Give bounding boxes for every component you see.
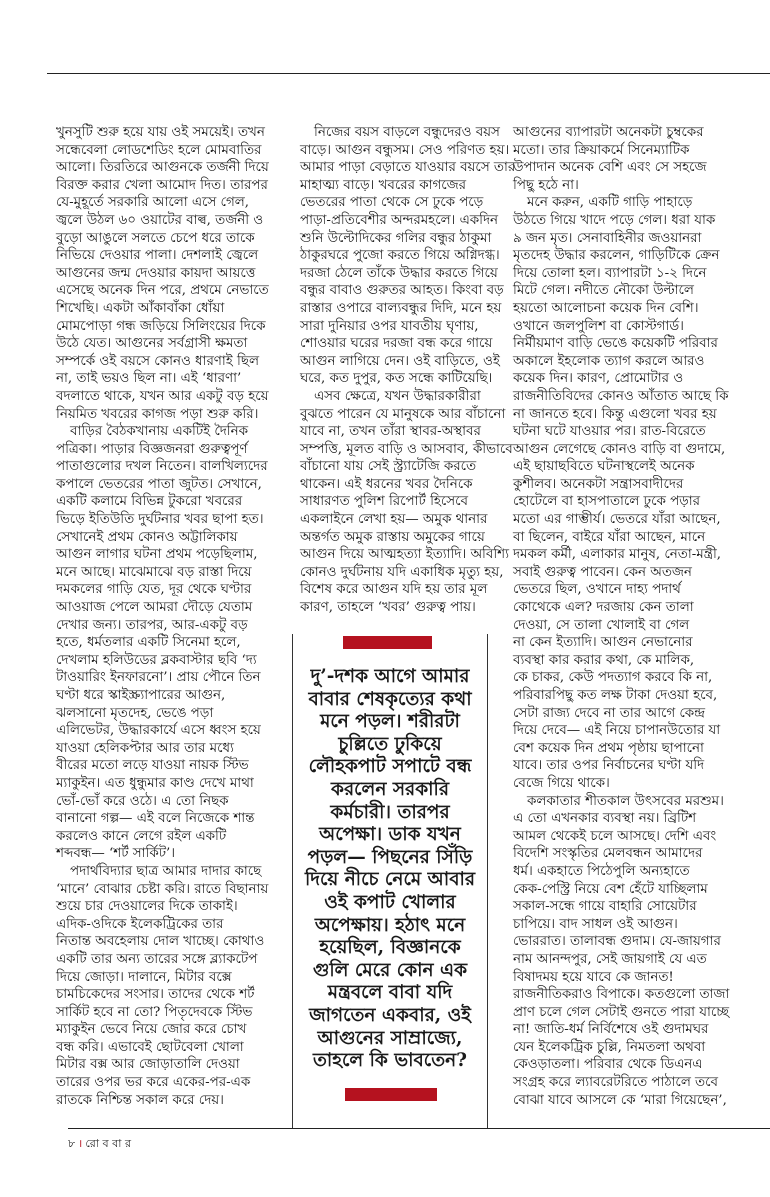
pull-quote-line: গুলি মেরে কোন এক [312, 959, 468, 981]
text-line: কেওড়াতলা। পরিবার থেকে ডিএনএ [513, 1057, 703, 1073]
pull-quote-line: দিয়ে নীচে নেমে আবার [304, 869, 476, 891]
text-line: বেশ কয়েক দিন প্রথম পৃষ্ঠায় ছাপানো [513, 740, 704, 756]
text-line: আমল থেকেই চলে আসছে। দেশি এবং [513, 828, 717, 844]
text-line: জ্বলে উঠল ৬০ ওয়াটের বাল্ব, তর্জনী ও [56, 212, 264, 228]
text-line: নির্মীয়মাণ বাড়ি ভেঙে কয়েকটি পরিবার [513, 336, 718, 352]
pull-quote-line: ওই কপাট খোলার [324, 891, 456, 913]
text-line: ব্যবস্থা কার করার কথা, কে মালিক, [513, 652, 695, 668]
text-line: সেটা রাজ্য দেবে না তার আগে কেন্দ্র [513, 705, 705, 721]
text-line: বুঝতে পারেন যে মানুষকে আর বাঁচানো [300, 406, 506, 422]
text-line: দেখার জন্য। তারপর, আর-একটু বড় [56, 617, 248, 633]
text-line: করলেও কানে লেগে রইল একটি [56, 828, 227, 844]
text-line: উপাদান অনেক বেশি এবং সে সহজে [513, 160, 707, 176]
text-line: আলো। তিরতিরে আগুনকে তর্জনী দিয়ে [56, 160, 269, 176]
text-line: দিয়ে তোলা হল। ব্যাপারটা ১-২ দিনে [513, 265, 707, 281]
text-line: কুশীলব। অনেকটা সন্ত্রাসবাদীদের [513, 476, 684, 492]
pull-quote-line: করলেন সরকারি [331, 778, 449, 800]
text-line: নাম আনন্দপুর, সেই জায়গাই যে এত [513, 951, 707, 967]
text-line: যাওয়া হেলিকপ্টার আর তার মধ্যে [56, 740, 234, 756]
text-line: না কেন ইত্যাদি। আগুন নেভানোর [513, 635, 693, 651]
pull-quote-line: দু’-দশক আগে আমার [310, 666, 470, 687]
text-line: শব্দবন্ধ— ‘শর্ট সার্কিট’। [56, 846, 176, 862]
pull-quote-line: চুল্লিতে ঢুকিয়ে [338, 733, 442, 755]
text-line: থাকেন। এই ধরনের খবর দৈনিকে [300, 476, 473, 492]
text-line: কে চাকর, কেউ পদত্যাগ করবে কি না, [513, 670, 713, 686]
text-line: দেখলাম হলিউডের ব্লকবাস্টার ছবি ‘দ্য [56, 652, 257, 668]
text-line: ঝলসানো মৃতদেহ, ভেঙে পড়া [56, 705, 214, 721]
footer-rule [68, 1128, 770, 1129]
text-line: মৃতদেহ উদ্ধার করলেন, গাড়িটিকে ক্রেন [513, 248, 720, 264]
text-line: পত্রিকা। পাড়ার বিজ্ঞজনরা গুরুত্বপূর্ণ [56, 441, 248, 457]
text-line: বানানো গল্প— এই বলে নিজেকে শান্ত [56, 811, 255, 827]
text-line: বিশেষ করে আগুন যদি হয় তার মূল [300, 582, 488, 598]
text-line: দমকল কর্মী, এলাকার মানুষ, নেতা-মন্ত্রী, [513, 547, 722, 563]
text-line: এ তো এখনকার ব্যবস্থা নয়। ব্রিটিশ [513, 811, 697, 827]
text-line: অন্তর্গত অমুক রাস্তায় অমুকের গায়ে [300, 529, 485, 545]
text-line: দিয়ে দেবে— এই নিয়ে চাপানউতোর যা [513, 723, 721, 739]
text-line: নিতান্ত অবহেলায় দোল খাচ্ছে। কোথাও [56, 934, 265, 950]
text-line: বুড়ো আঙুলে সলতে চেপে ধরে তাকে [56, 230, 255, 246]
pull-quote-left-border [292, 634, 293, 1129]
article-column-1 [56, 124, 280, 1109]
text-line: দেওয়া, সে তালা খোলাই বা গেল [513, 617, 690, 633]
footer-separator: । [78, 1137, 83, 1150]
text-line: না জানতে হবে। কিন্তু এগুলো খবর হয় [513, 406, 717, 422]
text-line: এসব ক্ষেত্রে, যখন উদ্ধারকারীরা [314, 388, 481, 404]
pull-quote-line: লৌহকপাট সপাটে বন্ধ [308, 756, 472, 778]
text-line: নিভিয়ে দেওয়ার পালা। দেশলাই জ্বেলে [56, 248, 259, 264]
text-line: একলাইনে লেখা হয়— অমুক থানার [300, 512, 488, 528]
text-line: বন্ধ করি। এভাবেই ছোটবেলা খোলা [56, 1039, 244, 1055]
text-line: মিটে গেল। নদীতে নৌকো উল্টালে [513, 283, 694, 299]
pull-quote-line: পড়ল— পিছনের সিঁড়ি [307, 846, 473, 868]
page-footer [68, 1135, 131, 1154]
text-line: যেন ইলেকট্রিক চুল্লি, নিমতলা অথবা [513, 1039, 706, 1055]
text-line: আমার পাড়া বেড়াতে যাওয়ার বয়সে তার [300, 160, 516, 176]
text-line: হতে, ধর্মতলার একটি সিনেমা হলে, [56, 635, 241, 651]
text-line: রাস্তার ওপারে বাল্যবন্ধুর দিদি, মনে হয় [300, 300, 502, 316]
text-line: খুনসুটি শুরু হয়ে যায় ওই সময়েই। তখন [56, 125, 265, 140]
header-rule [47, 73, 770, 74]
text-line: সাধারণত পুলিশ রিপোর্ট হিসেবে [300, 494, 468, 510]
text-line: কোনও দুর্ঘটনায় যদি একাধিক মৃত্যু হয়, [300, 564, 504, 580]
text-line: ভোররাত। তালাবন্ধ গুদাম। যে-জায়গার [513, 934, 721, 950]
text-line: সন্ধেবেলা লোডশেডিং হলে মোমবাতির [56, 142, 262, 158]
text-line: চামচিকেদের সংসার। তাদের থেকে শর্ট [56, 987, 255, 1003]
text-line: কয়েক দিন। কারণ, প্রোমোটার ও [513, 371, 684, 387]
text-line: যাবে না, তখন তাঁরা স্থাবর-অস্থাবর [300, 424, 481, 440]
text-line: ভোঁ-ভোঁ করে ওঠে। এ তো নিছক [56, 793, 229, 809]
text-line: পাড়া-প্রতিবেশীর অন্দরমহলে। একদিন [300, 212, 499, 228]
pull-quote-line: কর্মচারী। তারপর [330, 801, 450, 823]
text-line: বিদেশি সংস্কৃতির মেলবন্ধন আমাদের [513, 846, 703, 862]
pull-quote-line: মন্ত্রবলে বাবা যদি [327, 982, 453, 1004]
text-line: মতো এর গাম্ভীর্য। ভেতরে যাঁরা আছেন, [513, 512, 721, 528]
text-line: সবাই গুরুত্ব পাবেন। কেন অতজন [513, 564, 692, 580]
pull-quote-line: হয়েছিল, বিজ্ঞানকে [319, 937, 461, 959]
text-line: মনে আছে। মাঝেমাঝে বড় রাস্তা দিয়ে [56, 564, 252, 580]
text-line: অকালে ইহলোক ত্যাগ করলে আরও [513, 353, 705, 369]
text-line: পিছু হঠে না। [513, 177, 579, 193]
text-line: মোমপোড়া গন্ধ জড়িয়ে সিলিংয়ের দিকে [56, 318, 266, 334]
text-line: শুনি উল্টোদিকের গলির বন্ধুর ঠাকুমা [300, 230, 492, 246]
text-line: ঠাকুরঘরে পুজো করতে গিয়ে অগ্নিদগ্ধ। [300, 248, 500, 264]
text-line: উঠে যেত। আগুনের সর্বগ্রাসী ক্ষমতা [56, 336, 248, 352]
text-line: ভিড়ে ইতিউতি দুর্ঘটনার খবর ছাপা হত। [56, 512, 264, 528]
text-line: ভেতরের পাতা থেকে সে ঢুকে পড়ে [300, 195, 484, 211]
pull-quote-line: বাবার শেষকৃত্যের কথা [308, 688, 472, 710]
text-line: রাজনীতিবিদের কোনও আঁতাত আছে কি [513, 388, 729, 404]
text-line: একটি কলামে বিভিন্ন টুকরো খবরের [56, 494, 243, 510]
text-line: বাড়ির বৈঠকখানায় একটিই দৈনিক [70, 424, 248, 440]
text-line: প্রাণ চলে গেল সেটাই গুনতে পারা যাচ্ছে [513, 1004, 729, 1020]
article-column-2 [300, 124, 516, 617]
pull-quote-line: অপেক্ষা। ডাক যখন [319, 824, 461, 846]
page-number: ৮ [68, 1137, 76, 1150]
pull-quote-text [294, 666, 486, 1073]
pull-quote-line: তাহলে কি ভাবতেন? [313, 1050, 467, 1072]
text-line: বাঁচানো যায় সেই স্ট্র্যাটেজি করতে [300, 459, 477, 475]
text-line: এলিভেটর, উদ্ধারকার্যে এসে ধ্বংস হয়ে [56, 723, 261, 739]
text-line: আগুনের জন্ম দেওয়ার কায়দা আয়ত্তে [56, 265, 256, 281]
text-line: উঠতে গিয়ে খাদে পড়ে গেল। ধরা যাক [513, 212, 716, 228]
text-line: এসেছে অনেক দিন পরে, প্রথমে নেভাতে [56, 283, 269, 299]
text-line: একটি তার অন্য তারের সঙ্গে ব্ল্যাকটেপ [56, 951, 258, 967]
publication-name: রো ব বা র [85, 1137, 131, 1150]
text-line: ওখানে জলপুলিশ বা কোস্টগার্ড। [513, 318, 684, 334]
text-line: মনে করুন, একটি গাড়ি পাহাড়ে [527, 195, 693, 211]
text-line: বা ছিলেন, বাইরে যাঁরা আছেন, মানে [513, 529, 706, 545]
text-line: পাতাগুলোর দখল নিতেন। বালখিল্যদের [56, 459, 268, 475]
text-line: পরিবারপিছু কত লক্ষ টাকা দেওয়া হবে, [513, 688, 718, 703]
text-line: দমকলের গাড়ি যেত, দূর থেকে ঘণ্টার [56, 582, 252, 598]
text-line: আগুন লাগিয়ে দেন। ওই বাড়িতে, ওই [300, 353, 500, 369]
text-line: যে-মুহূর্তে সরকারি আলো এসে গেল, [56, 195, 249, 211]
text-line: সারা দুনিয়ার ওপর যাবতীয় ঘৃণায়, [300, 318, 479, 334]
text-line: আগুন লাগার ঘটনা প্রথম পড়েছিলাম, [56, 547, 258, 563]
text-line: হোটেলে বা হাসপাতালে ঢুকে পড়ার [513, 494, 700, 510]
text-line: মিটার বক্স আর জোড়াতালি দেওয়া [56, 1057, 240, 1073]
text-line: পদার্থবিদ্যার ছাত্র আমার দাদার কাছে [70, 863, 262, 879]
text-line: কারণ, তাহলে ‘খবর’ গুরুত্ব পায়। [300, 600, 476, 616]
article-column-3 [513, 124, 733, 1109]
text-line: আওয়াজ পেলে আমরা দৌড়ে যেতাম [56, 600, 253, 616]
text-line: কপালে ভেতরের পাতা জুটত। সেখানে, [56, 476, 262, 492]
text-line: হয়তো আলোচনা কয়েক দিন বেশি। [513, 300, 699, 316]
text-line: ৯ জন মৃত। সেনাবাহিনীর জওয়ানরা [513, 230, 702, 246]
text-line: সংগ্রহ করে ল্যাবরেটরিতে পাঠালে তবে [513, 1075, 718, 1091]
pull-quote-line: মনে পড়ল। শরীরটা [320, 711, 460, 733]
text-line: বন্ধুর বাবাও গুরুতর আহত। কিংবা বড় [300, 283, 504, 299]
text-line: বাড়ে। আগুন বন্ধুসম। সেও পরিণত হয়। [300, 142, 510, 158]
text-line: মতো। তার ক্রিয়াকর্মে সিনেম্যাটিক [513, 142, 690, 158]
text-line: ‘মানে’ বোঝার চেষ্টা করি। রাতে বিছানায় [56, 881, 269, 897]
text-line: দরজা ঠেলে তাঁকে উদ্ধার করতে গিয়ে [300, 265, 498, 281]
text-line: টাওয়ারিং ইনফারনো’। প্রায় পৌনে তিন [56, 670, 261, 686]
text-line: সেখানেই প্রথম কোনও অট্টালিকায় [56, 529, 238, 545]
text-line: রাজনীতিকরাও বিপাকে। কতগুলো তাজা [513, 987, 730, 1003]
text-line: বিরক্ত করার খেলা আমোদ দিত। তারপর [56, 177, 268, 193]
text-line: নিয়মিত খবরের কাগজ পড়া শুরু করি। [56, 406, 259, 422]
text-line: শুয়ে চার দেওয়ালের দিকে তাকাই। [56, 899, 238, 915]
text-line: আগুনের ব্যাপারটা অনেকটা চুম্বকের [513, 125, 704, 140]
text-line: কোথেকে এল? দরজায় কেন তালা [513, 600, 694, 616]
text-line: ঘণ্টা ধরে স্কাইস্ক্র্যাপারের আগুন, [56, 688, 226, 703]
text-line: ঘরে, কত দুপুর, কত সন্ধে কাটিয়েছি। [300, 371, 493, 387]
text-line: সকাল-সন্ধে গায়ে বাহারি সোয়েটার [513, 899, 697, 915]
text-line: কেক-পেস্ট্রি নিয়ে বেশ হেঁটে যাচ্ছিলাম [513, 881, 708, 897]
text-line: নিজের বয়স বাড়লে বন্ধুদেরও বয়স [314, 125, 500, 140]
text-line: ম্যাকুইন ভেবে নিয়ে জোর করে চোখ [56, 1022, 247, 1038]
text-line: যাবে। তার ওপর নির্বাচনের ঘণ্টা যদি [513, 758, 705, 774]
text-line: আগুন লেগেছে কোনও বাড়ি বা গুদামে, [513, 441, 726, 457]
text-line: বেজে গিয়ে থাকে। [513, 775, 610, 791]
pull-quote-line: অপেক্ষায়। হঠাৎ মনে [314, 914, 466, 936]
text-line: এই ছায়াছবিতে ঘটনাস্থলেই অনেক [513, 459, 695, 475]
text-line: বোঝা যাবে আসলে কে ‘মারা গিয়েছেন’, [513, 1092, 727, 1108]
text-line: বীরের মতো লড়ে যাওয়া নায়ক স্টিভ [56, 758, 249, 774]
pull-quote-line: জাগতেন একবার, ওই [309, 1004, 471, 1026]
text-line: আগুন দিয়ে আত্মহত্যা ইত্যাদি। অবিশ্যি [300, 547, 509, 563]
text-line: না, তাই ভয়ও ছিল না। এই ‘ধারণা’ [56, 371, 242, 387]
text-line: এদিক-ওদিকে ইলেকট্রিকের তার [56, 916, 224, 932]
text-line: তারের ওপর ভর করে একের-পর-এক [56, 1075, 251, 1091]
pull-quote-line: আগুনের সাম্রাজ্যে, [317, 1027, 463, 1049]
text-line: চাপিয়ে। বাদ সাধল ওই আগুন। [513, 916, 678, 932]
pull-quote-bottom-bar [345, 1088, 437, 1101]
text-line: শিখেছি। একটা আঁকাবাঁকা ধোঁয়া [56, 300, 225, 316]
pull-quote-top-bar [343, 636, 432, 649]
text-line: দিয়ে জোড়া। দালানে, মিটার বক্সে [56, 969, 232, 985]
text-line: সার্কিট হবে না তো? পিতৃদেবকে স্টিভ [56, 1004, 253, 1020]
text-line: ম্যাকুইন। এত ধুন্ধুমার কাণ্ড দেখে মাথা [56, 775, 254, 791]
text-line: ঘটনা ঘটে যাওয়ার পর। রাত-বিরেতে [513, 424, 706, 440]
text-line: না! জাতি-ধর্ম নির্বিশেষে ওই গুদামঘর [513, 1022, 709, 1038]
text-line: বদলাতে থাকে, যখন আর একটু বড় হয়ে [56, 388, 269, 404]
text-line: রাতকে নিশ্চিন্ত সকাল করে দেয়। [56, 1092, 224, 1108]
text-line: বিষাদময় হয়ে যাবে কে জানত! [513, 969, 674, 985]
text-line: কলকাতার শীতকাল উৎসবের মরশুম। [527, 793, 724, 809]
text-line: ধর্ম। একহাতে পিঠেপুলি অন্যহাতে [513, 863, 690, 879]
pull-quote-right-border [487, 634, 488, 1129]
text-line: সম্পর্কে ওই বয়সে কোনও ধারণাই ছিল [56, 353, 259, 369]
text-line: সম্পত্তি, মূলত বাড়ি ও আসবাব, কীভাবে [300, 441, 513, 457]
text-line: মাহাত্ম্য বাড়ে। খবরের কাগজের [300, 177, 466, 193]
text-line: শোওয়ার ঘরের দরজা বন্ধ করে গায়ে [300, 336, 493, 352]
text-line: ভেতরে ছিল, ওখানে দাহ্য পদার্থ [513, 582, 681, 598]
